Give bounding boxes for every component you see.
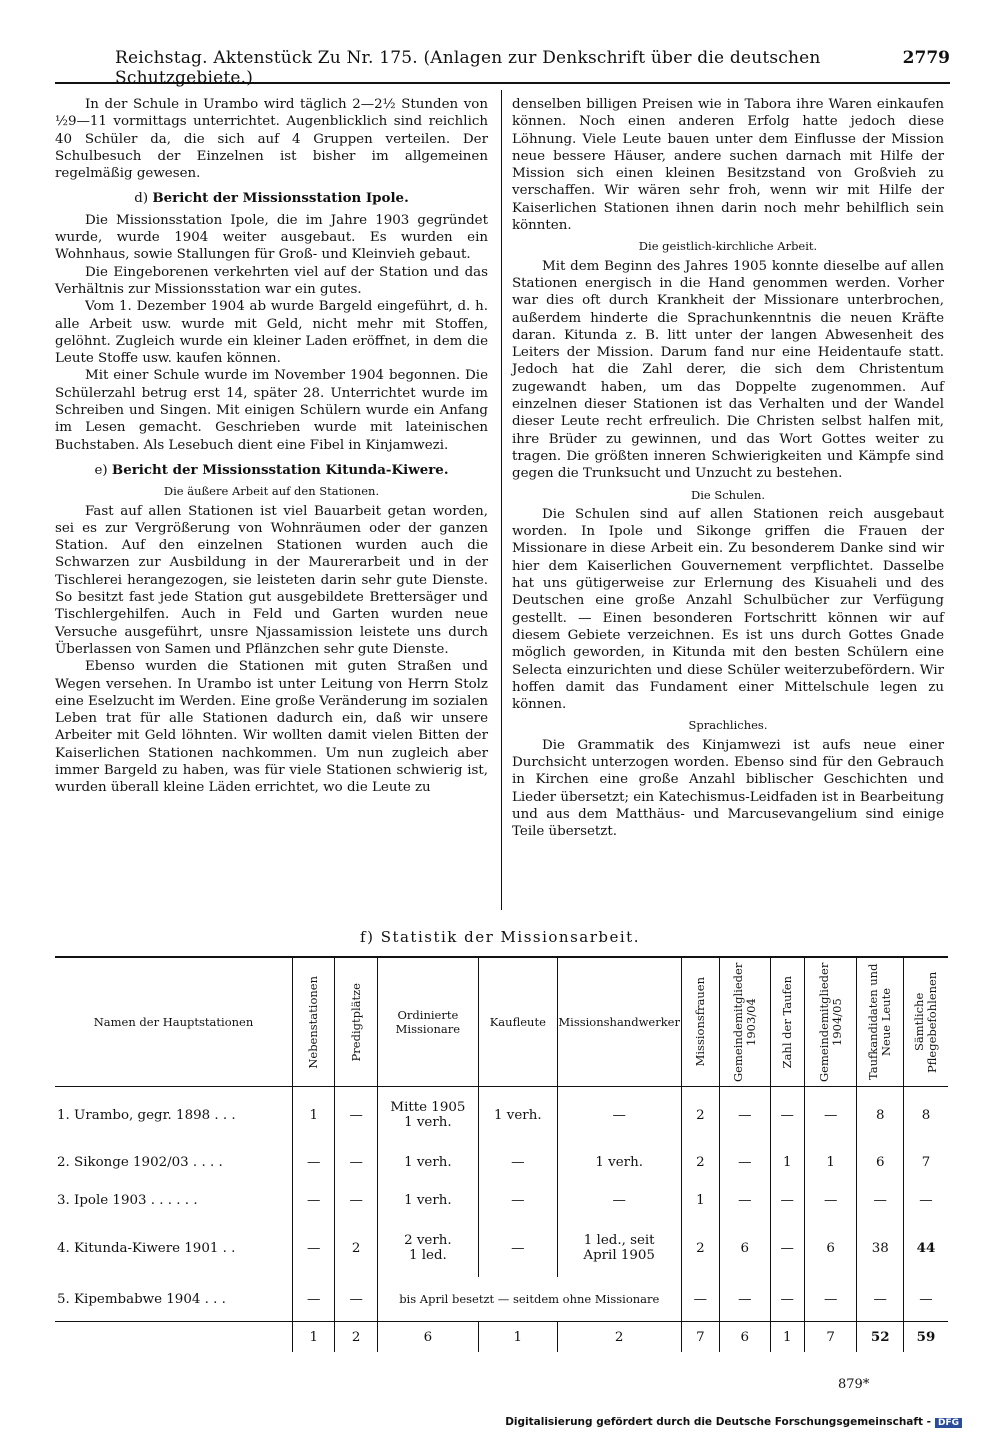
col-header: Kaufleute xyxy=(478,958,557,1087)
header-title: Reichstag. Aktenstück Zu Nr. 175. (Anlagen zur Denkschrift über die deutschen Schutzgebiete.) xyxy=(115,48,821,88)
column-divider xyxy=(501,90,502,910)
page-header xyxy=(55,48,950,88)
col-header: Missionshandwerker xyxy=(557,958,681,1087)
table-row: 4. Kitunda-Kiwere 1901 . . — 2 2 verh. 1 led. — 1 led., seit April 1905 2 6 — 6 38 44 xyxy=(55,1219,948,1277)
col-header: Sämtliche Pflegebefohlenen xyxy=(903,958,948,1087)
col-header: Taufkandidaten und Neue Leute xyxy=(857,958,903,1087)
col-header: Zahl der Taufen xyxy=(770,958,804,1087)
col-header: Predigtplätze xyxy=(335,958,377,1087)
col-header: Missionsfrauen xyxy=(681,958,719,1087)
paragraph: Die Missionsstation Ipole, die im Jahre 1903 gegründet wurde, wurde 1904 weiter ausgebaut. Es wurden ein Wohnhaus, sowie Stallungen für Groß- und Kleinvieh gebaut. xyxy=(55,212,488,263)
table-row: 5. Kipembabwe 1904 . . . — — bis April besetzt — seitdem ohne Missionare — — — — — — xyxy=(55,1277,948,1322)
header-rule xyxy=(55,82,950,84)
section-heading-e: e) Bericht der Missionsstation Kitunda-Kiwere. xyxy=(94,461,449,478)
totals-row: 1 2 6 1 2 7 6 1 7 52 59 xyxy=(55,1322,948,1353)
col-header: Nebenstationen xyxy=(292,958,334,1087)
left-column xyxy=(55,96,488,797)
subheading: Sprachliches. xyxy=(688,718,768,733)
col-header: Gemeindemitglieder 1904/05 xyxy=(804,958,857,1087)
subheading: Die Schulen. xyxy=(690,487,766,502)
col-header: Namen der Hauptstationen xyxy=(55,958,292,1087)
page-mark: 879* xyxy=(838,1377,870,1392)
paragraph: Mit dem Beginn des Jahres 1905 konnte dieselbe auf allen Stationen energisch in die Hand genommen werden. Vorher war dies oft durch Krankheit der Missionare unterbrochen, außerdem hinderte die Sprachunkenntnis die neuen Kräfte daran. Kitunda z. B. litt unter der langen Abwesenheit des Leiters der Mission. Darum fand nur eine Heidentaufe statt. Jedoch hat die Zahl derer, die sich dem Christentum zugewandt haben, um das Doppelte zugenommen. Auf einzelnen dieser Stationen ist das Verhalten und der Wandel dieser Leute recht erfreulich. Die Christen selbst halfen mit, ihre Brüder zu gewinnen, und das Wort Gottes weiter zu tragen. Die größten inneren Schwierigkeiten und Kämpfe sind gegen die Trunksucht und Unzucht zu bestehen. xyxy=(512,258,944,482)
subheading: Die äußere Arbeit auf den Stationen. xyxy=(163,484,380,499)
paragraph: Ebenso wurden die Stationen mit guten Straßen und Wegen versehen. In Urambo ist unter Leitung von Herrn Stolz eine Eselzucht im Werden. Eine große Veränderung im sozialen Leben trat für alle Stationen dadurch ein, daß wir unsere Arbeiter mit Geld löhnten. Wir wollten damit vielen Bitten der Kaiserlichen Stationen nachkommen. Um nun zugleich aber immer Bargeld zu haben, was für viele Stationen schwierig ist, wurden überall kleine Läden errichtet, wo die Leute zu xyxy=(55,659,488,796)
page-number: 2779 xyxy=(902,48,950,68)
table-header-row xyxy=(55,958,948,1087)
right-column xyxy=(512,96,944,840)
paragraph: Die Eingeborenen verkehrten viel auf der Station und das Verhältnis zur Missionsstation war ein gutes. xyxy=(55,264,488,297)
col-header: Gemeindemitglieder 1903/04 xyxy=(720,958,771,1087)
paragraph: Fast auf allen Stationen ist viel Bauarbeit getan worden, sei es zur Vergrößerung von Wohnräumen oder der ganzen Station. Auf den einzelnen Stationen wurden auch die Schwarzen zur Ausbildung in der Maurerarbeit und in der Tischlerei herangezogen, sie leisteten darin sehr gute Dienste. So besitzt fast jede Station gut ausgebildete Brettersäger und Tischlergehilfen. Auch in Feld und Garten wurden neue Versuche ausgeführt, unsre Njassamission leistete uns durch Überlassen von Samen und Pflänzchen sehr gute Dienste. xyxy=(55,503,488,657)
table-row: 2. Sikonge 1902/03 . . . . — — 1 verh. — 1 verh. 2 — 1 1 6 7 xyxy=(55,1143,948,1181)
paragraph: denselben billigen Preisen wie in Tabora ihre Waren einkaufen können. Noch einen anderen Erfolg hatte jedoch diese Löhnung. Viele Leute bauen unter dem Einflusse der Mission neue bessere Häuser, andere suchen darnach mit Hilfe der Mission sich einen kleinen Besitzstand von Großvieh zu verschaffen. Wir wären sehr froh, wenn wir mit Hilfe der Kaiserlichen Stationen ihnen darin noch mehr behilflich sein könnten. xyxy=(512,97,944,234)
dfg-logo: DFG xyxy=(935,1418,962,1428)
paragraph: Mit einer Schule wurde im November 1904 begonnen. Die Schülerzahl betrug erst 14, später 28. Unterrichtet wurde im Schreiben und Singen. Mit einigen Schülern wurde ein Anfang im Lesen gemacht. Geschrieben wurde mit lateinischen Buchstaben. Als Lesebuch dient eine Fibel in Kinjamwezi. xyxy=(55,368,488,453)
paragraph: Die Schulen sind auf allen Stationen reich ausgebaut worden. In Ipole und Sikonge griffen die Frauen der Missionare in diese Arbeit ein. Zu besonderem Danke sind wir hier dem Kaiserlichen Gouvernement verpflichtet. Dasselbe hat uns gütigerweise zur Erlernung des Kisuaheli und des Deutschen eine große Anzahl Schulbücher zur Verfügung gestellt. — Einen besonderen Fortschritt können wir auf diesem Gebiete verzeichnen. Es ist uns durch Gottes Gnade möglich geworden, in Kitunda mit den besten Schülern eine Selecta einzurichten und diese Schüler weiterzubefördern. Wir hoffen damit das Fundament einer Mittelschule legen zu können. xyxy=(512,506,944,713)
table-row: 1. Urambo, gegr. 1898 . . . 1 — Mitte 1905 1 verh. 1 verh. — 2 — — — 8 8 xyxy=(55,1087,948,1144)
table-row: 3. Ipole 1903 . . . . . . — — 1 verh. — — 1 — — — — — xyxy=(55,1181,948,1219)
paragraph: Vom 1. Dezember 1904 ab wurde Bargeld eingeführt, d. h. alle Arbeit usw. wurde mit Geld, nicht mehr mit Stoffen, gelöhnt. Zugleich wurde ein kleiner Laden eröffnet, in dem die Leute Stoffe usw. kaufen können. xyxy=(55,299,488,367)
statistics-title: f) Statistik der Missionsarbeit. xyxy=(360,928,640,946)
section-heading-d: d) Bericht der Missionsstation Ipole. xyxy=(134,190,409,207)
statistics-table xyxy=(55,956,948,1352)
paragraph: In der Schule in Urambo wird täglich 2—2½ Stunden von ½9—11 vormittags unterrichtet. Augenblicklich sind reichlich 40 Schüler da, die sich auf 4 Gruppen verteilen. Der Schulbesuch der Einzelnen ist bisher im allgemeinen regelmäßig gewesen. xyxy=(55,97,488,182)
footer-credit: Digitalisierung gefördert durch die Deutsche Forschungsgemeinschaft - DFG xyxy=(505,1416,962,1428)
col-header: Ordinierte Missionare xyxy=(377,958,478,1087)
subheading: Die geistlich-kirchliche Arbeit. xyxy=(638,239,818,254)
paragraph: Die Grammatik des Kinjamwezi ist aufs neue einer Durchsicht unterzogen worden. Ebenso sind für den Gebrauch in Kirchen eine große Anzahl biblischer Geschichten und Lieder übersetzt; ein Katechismus-Leidfaden ist in Bearbeitung und aus dem Matthäus- und Marcusevangelium sind einige Teile übersetzt. xyxy=(512,737,944,840)
